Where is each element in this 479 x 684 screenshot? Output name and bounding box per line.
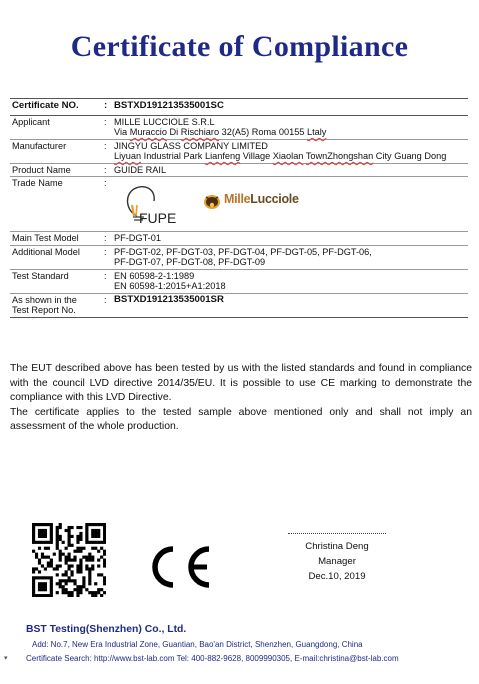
label-test-report-line2: Test Report No. [12, 305, 76, 315]
page-marker-icon: ▾ [4, 655, 8, 662]
signature-block [288, 533, 386, 584]
statement-paragraph-1: The EUT described above has been tested by us with the listed standards and found in compliance with the council LVD directive 2014/35/EU. It is possible to use CE marking to demonstrate the compliance with this LVD Directive. [10, 363, 472, 404]
footer-address: Add: No.7, New Era Industrial Zone, Guantian, Bao'an District, Shenzhen, Guangdong, China [32, 640, 363, 649]
fupe-logo-text: FUPE [139, 210, 177, 226]
certificate-details-table [10, 98, 468, 318]
value-additional-model [112, 245, 468, 269]
label-manufacturer: Manufacturer [10, 139, 102, 163]
label-product-name: Product Name [10, 163, 102, 177]
manufacturer-name: JINGYU GLASS COMPANY LIMITED [114, 140, 268, 151]
colon: : [102, 232, 112, 246]
manufacturer-address: Liyuan Industrial Park Lianfeng Village Xiaolan TownZhongshan City Guang Dong [114, 151, 447, 161]
additional-models-line2: PF-DGT-07, PF-DGT-08, PF-DGT-09 [114, 257, 266, 267]
mille-lucciole-text: MilleLucciole [224, 192, 299, 206]
ce-mark-text: CE [143, 543, 145, 544]
label-applicant: Applicant [10, 115, 102, 139]
label-trade-name: Trade Name [10, 177, 102, 232]
statement-text [10, 362, 472, 435]
colon: : [102, 293, 112, 317]
value-test-standard [112, 269, 468, 293]
value-product-name: GUIDE RAIL [112, 163, 468, 177]
lightbulb-logo-icon [120, 183, 190, 229]
value-applicant [112, 115, 468, 139]
value-certificate-no: BSTXD191213535001SC [112, 99, 468, 116]
row-test-standard [10, 269, 468, 293]
value-test-report-no: BSTXD191213535001SR [112, 293, 468, 317]
colon: : [102, 269, 112, 293]
mille-lucciole-logo [202, 189, 322, 217]
signatory-name: Christina Deng [305, 541, 369, 552]
value-trade-name [112, 177, 468, 232]
footer-company: BST Testing(Shenzhen) Co., Ltd. [26, 624, 187, 635]
certificate-title: Certificate of Compliance [70, 30, 409, 63]
colon: : [102, 177, 112, 232]
label-test-report-line1: As shown in the [12, 294, 77, 305]
footer-certificate-search: Certificate Search: http://www.bst-lab.com Tel: 400-882-9628, 8009990305, E-mail:christina@bst-lab.com [26, 654, 399, 663]
colon: : [102, 115, 112, 139]
qr-code-icon [32, 523, 106, 597]
label-main-test-model: Main Test Model [10, 232, 102, 246]
row-trade-name [10, 177, 468, 232]
value-manufacturer [112, 139, 468, 163]
signature-date: Dec.10, 2019 [308, 571, 366, 582]
colon: : [102, 163, 112, 177]
colon: : [102, 99, 112, 116]
test-standard-2: EN 60598-1:2015+A1:2018 [114, 281, 226, 291]
signatory-role: Manager [318, 556, 356, 567]
additional-models-line1: PF-DGT-02, PF-DGT-03, PF-DGT-04, PF-DGT-05, PF-DGT-06, [114, 246, 372, 257]
fupe-logo [120, 183, 190, 229]
label-test-standard: Test Standard [10, 269, 102, 293]
row-manufacturer [10, 139, 468, 163]
applicant-address: Via Muraccio Di Rischiaro 32(A5) Roma 00155 Ltaly [114, 127, 327, 137]
colon: : [102, 245, 112, 269]
colon: : [102, 139, 112, 163]
label-certificate-no: Certificate NO. [10, 99, 102, 116]
row-applicant [10, 115, 468, 139]
value-main-test-model: PF-DGT-01 [112, 232, 468, 246]
row-test-report-no [10, 293, 468, 317]
row-certificate-no [10, 99, 468, 116]
row-main-test-model [10, 232, 468, 246]
row-product-name [10, 163, 468, 177]
signature-line [288, 533, 386, 538]
ce-mark-icon [143, 543, 215, 591]
firefly-logo-icon [202, 191, 222, 211]
label-additional-model: Additional Model [10, 245, 102, 269]
applicant-name: MILLE LUCCIOLE S.R.L [114, 116, 215, 127]
statement-paragraph-2: The certificate applies to the tested sample above mentioned only and shall not imply an assessment of the whole production. [10, 406, 472, 433]
label-test-report-no [10, 293, 102, 317]
test-standard-1: EN 60598-2-1:1989 [114, 270, 195, 281]
row-additional-model [10, 245, 468, 269]
